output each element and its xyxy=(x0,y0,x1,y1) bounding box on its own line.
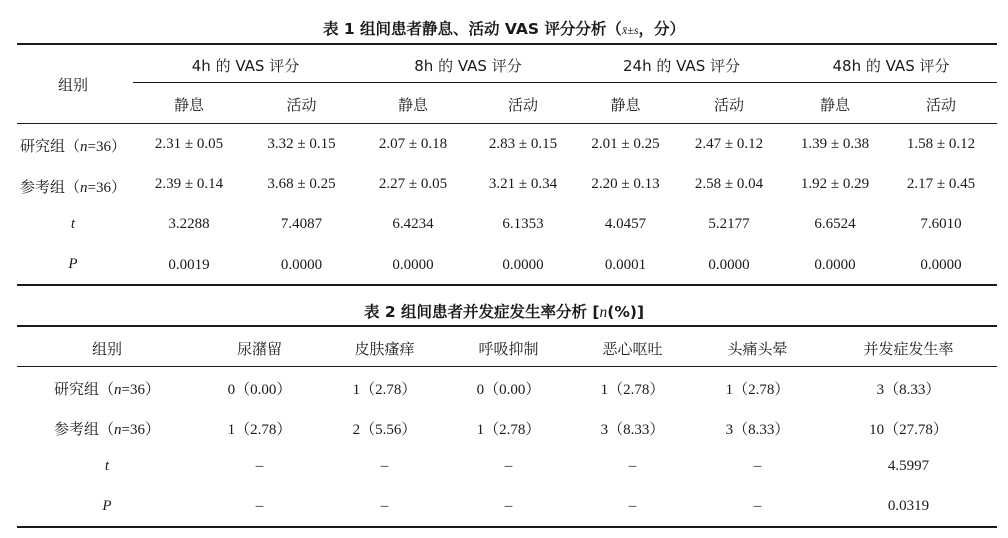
table2-cell: 1（2.78） xyxy=(600,382,665,398)
table1-sub-header: 静息 xyxy=(173,96,204,114)
table2-cell: 0（0.00） xyxy=(227,382,292,398)
table1-group-header: 组别 xyxy=(57,76,88,94)
table1-cell: 3.68 ± 0.25 xyxy=(267,176,336,192)
table1-title-prefix: 表 1 组间患者静息、活动 VAS 评分分析（ xyxy=(322,20,622,38)
table2-cell: – xyxy=(380,458,389,474)
table2-header: 尿潴留 xyxy=(236,340,282,358)
table1-time-header: 24h 的 VAS 评分 xyxy=(623,57,740,75)
table2-cell: 0（0.00） xyxy=(476,382,541,398)
table2-cell: 0.0319 xyxy=(887,498,930,514)
table2-cell: – xyxy=(380,498,389,514)
table2-cell: 10（27.78） xyxy=(869,422,948,438)
table1-row-label: P xyxy=(68,256,78,272)
table1-time-header: 4h 的 VAS 评分 xyxy=(191,57,300,75)
table1-cell: 0.0000 xyxy=(280,257,323,273)
table1-cell: 2.17 ± 0.45 xyxy=(906,176,976,192)
table2-cell: 3（8.33） xyxy=(600,422,665,438)
table1-cell: 3.32 ± 0.15 xyxy=(267,136,336,152)
table1-cell: 0.0000 xyxy=(392,257,434,273)
table1-header-divider xyxy=(133,82,997,83)
table1-bottom-rule xyxy=(17,284,997,286)
table1-cell: 2.39 ± 0.14 xyxy=(154,176,224,192)
table2-header: 呼吸抑制 xyxy=(478,340,539,358)
table2-cell: – xyxy=(628,498,637,514)
table1-time-header: 8h 的 VAS 评分 xyxy=(414,57,522,75)
table1-cell: 0.0019 xyxy=(168,257,210,273)
table2-header: 头痛头晕 xyxy=(727,340,788,358)
table2-cell: – xyxy=(255,498,264,514)
table2-cell: – xyxy=(504,498,513,514)
table1-row-label: t xyxy=(70,216,76,232)
table2-header: 皮肤瘙痒 xyxy=(354,340,415,358)
table1-cell: 0.0000 xyxy=(814,257,856,273)
table2-cell: – xyxy=(753,498,762,514)
table1-sub-header: 活动 xyxy=(507,96,538,114)
table1-sub-header: 静息 xyxy=(610,96,641,114)
table2-cell: 1（2.78） xyxy=(476,422,541,438)
table1-cell: 7.4087 xyxy=(280,216,323,232)
table1-cell: 0.0001 xyxy=(604,257,647,273)
table1-cell: 0.0000 xyxy=(502,257,544,273)
table1-cell: 6.6524 xyxy=(814,216,856,232)
table1-sub-header: 活动 xyxy=(713,96,744,114)
table2-cell: – xyxy=(504,458,513,474)
table1-cell: 1.92 ± 0.29 xyxy=(800,176,870,192)
table2-cell: – xyxy=(255,458,264,474)
table1-sub-header: 静息 xyxy=(819,96,850,114)
table1-row-label: 参考组（n=36） xyxy=(20,178,126,196)
table2-row-label: t xyxy=(104,458,110,474)
table1-cell: 6.1353 xyxy=(502,216,544,232)
table2-title-suffix: (%)] xyxy=(607,303,645,321)
table2-cell: – xyxy=(628,458,637,474)
table1-cell: 7.6010 xyxy=(920,216,962,232)
table1-cell: 6.4234 xyxy=(392,216,434,232)
table1-cell: 2.58 ± 0.04 xyxy=(694,176,764,192)
table1-cell: 3.21 ± 0.34 xyxy=(488,176,558,192)
table2-header: 并发症发生率 xyxy=(863,340,954,358)
table1-sub-header: 活动 xyxy=(286,96,317,114)
table1-cell: 2.47 ± 0.12 xyxy=(694,136,764,152)
table1-title-stat: x̄±s xyxy=(621,23,639,37)
table2-header: 恶心呕吐 xyxy=(602,340,663,358)
table2-row-label: 参考组（n=36） xyxy=(54,420,160,438)
table2-cell: 1（2.78） xyxy=(352,382,417,398)
table1-cell: 1.39 ± 0.38 xyxy=(800,136,870,152)
table1-title xyxy=(0,17,1008,39)
table1-cell: 2.01 ± 0.25 xyxy=(591,136,660,152)
table2-cell: 1（2.78） xyxy=(725,382,790,398)
table2-title-prefix: 表 2 组间患者并发症发生率分析 [ xyxy=(363,303,600,321)
table2-cell: – xyxy=(753,458,762,474)
table1-sub-header: 活动 xyxy=(925,96,956,114)
table2-title xyxy=(0,300,1008,322)
table2-header-rule xyxy=(17,366,997,367)
table2-cell: 3（8.33） xyxy=(725,422,790,438)
table1-top-rule xyxy=(17,43,997,45)
table1-cell: 0.0000 xyxy=(920,257,962,273)
table2-cell: 3（8.33） xyxy=(876,382,941,398)
table1-sub-header: 静息 xyxy=(397,96,428,114)
table1-row-label: 研究组（n=36） xyxy=(20,137,126,155)
table2-title-n: n xyxy=(599,304,608,321)
table1-cell: 2.07 ± 0.18 xyxy=(378,136,448,152)
table2-cell: 2（5.56） xyxy=(352,422,417,438)
table1-cell: 2.31 ± 0.05 xyxy=(154,136,224,152)
table1-cell: 2.27 ± 0.05 xyxy=(378,176,448,192)
table2-cell: 1（2.78） xyxy=(227,422,292,438)
table1-time-header: 48h 的 VAS 评分 xyxy=(832,57,950,75)
table2-header: 组别 xyxy=(91,340,122,358)
table1-cell: 5.2177 xyxy=(708,216,750,232)
table2-row-label: 研究组（n=36） xyxy=(54,380,160,398)
table1-cell: 2.20 ± 0.13 xyxy=(591,176,660,192)
table2-bottom-rule xyxy=(17,526,997,528)
table2-top-rule xyxy=(17,325,997,327)
table2-cell: 4.5997 xyxy=(887,458,930,474)
table1-title-suffix: ，分） xyxy=(638,20,686,38)
table1-cell: 2.83 ± 0.15 xyxy=(488,136,558,152)
table1-cell: 1.58 ± 0.12 xyxy=(906,136,976,152)
table1-cell: 3.2288 xyxy=(168,216,210,232)
table1-header-rule xyxy=(17,123,997,124)
table1-cell: 0.0000 xyxy=(708,257,750,273)
table1-cell: 4.0457 xyxy=(604,216,647,232)
table2-row-label: P xyxy=(102,498,112,514)
